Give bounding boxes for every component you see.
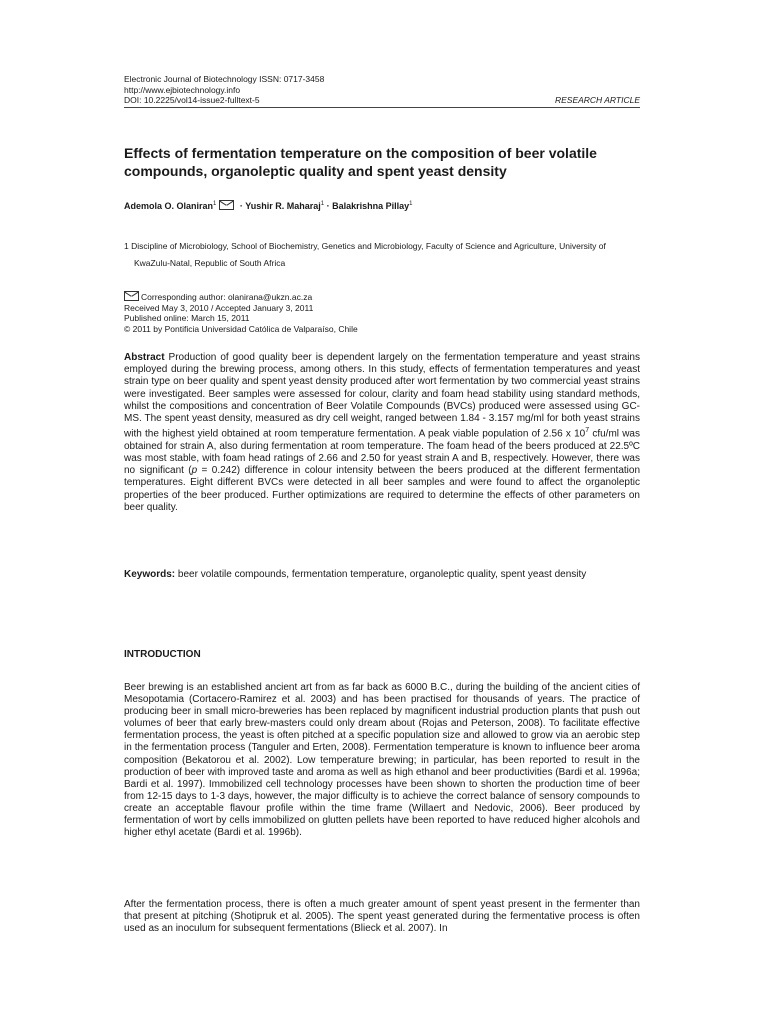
corresponding-author-text: Corresponding author: olanirana@ukzn.ac.za (141, 292, 313, 302)
abstract-exponent: 7 (585, 427, 590, 435)
intro-paragraph: After the fermentation process, there is often a much greater amount of spent yeast present in the fermenter than that present at pitching (Shotipruk et al. 2005). The spent yeast generated during the fermentative process is often used as an inoculum for subsequent fermentations (Blieck et al. 2007). In (124, 899, 640, 935)
abstract-label: Abstract (124, 352, 165, 363)
mail-icon[interactable] (219, 200, 234, 210)
abstract-text: = 0.242) difference in colour intensity between the beers produced at the different fermentation temperatures. Eight different BVCs were detected in all beer samples and were found to affect the organoleptic properties of the beer produced. Further optimizations are required to determine the effects of other parameters on beer quality. (124, 465, 641, 513)
author-name: Ademola O. Olaniran (124, 201, 214, 211)
author-affiliation-mark: 1 (213, 201, 217, 207)
affiliation (124, 238, 644, 272)
header-divider (124, 107, 640, 108)
keywords-label: Keywords: (124, 569, 176, 580)
article-type: RESEARCH ARTICLE (554, 95, 640, 105)
abstract-text: cfu/ml was obtained for strain A, also during fermentation at room temperature. The foam head of the beers produced at 22.5ºC was most stable, with foam head ratings of 2.66 and 2.50 for yeast strain A and B, respectively. However, there was no significant ( (124, 428, 640, 477)
published-date: Published online: March 15, 2011 (124, 313, 250, 323)
journal-header (124, 74, 640, 106)
article-title: Effects of fermentation temperature on the composition of beer volatile compounds, organoleptic quality and spent yeast density (124, 145, 597, 179)
keywords (124, 569, 640, 581)
section-heading: INTRODUCTION (124, 649, 201, 660)
abstract-text: Production of good quality beer is dependent largely on the fermentation temperature and yeast strains employed during the brewing process, among others. In this study, effects of fermentation temperatures and yeast strain type on beer quality and spent yeast density produced after wort fermentation by two commercial yeast strains were investigated. Beer samples were assessed for colour, clarity and foam head stability using standard methods, whilst the compositions and concentration of Beer Volatile Compounds (BVCs) produced were assessed using GC-MS. The spent yeast density, measured as dry cell weight, ranged between 1.84 - 3.157 mg/ml for both yeast strains with the highest yield obtained at room temperature fermentation. A peak viable population of 2.56 x 10 (124, 352, 640, 440)
journal-url[interactable]: http://www.ejbiotechnology.info (124, 84, 241, 95)
author-separator: · (237, 201, 246, 211)
author-affiliation-mark: 1 (320, 201, 325, 207)
article-doi: DOI: 10.2225/vol14-issue2-fulltext-5 (124, 95, 260, 105)
author-separator: · (324, 201, 333, 211)
author-name: Balakrishna Pillay (332, 201, 410, 211)
abstract-p-symbol: p (191, 465, 198, 477)
mail-icon (124, 291, 139, 301)
intro-paragraph: Beer brewing is an established ancient art from as far back as 6000 B.C., during the building of the ancient cities of Mesopotamia (Cortacero-Ramirez et al. 2003) and has been practised for thousands of years. The practice of producing beer in small micro-breweries has been replaced by magnificent industrial production plants that push out volumes of beer that early brew-masters could only dream about (Rojas and Peterson, 2008). To facilitate effective fermentation process, the yeast is often pitched at a specific population size and allowed to grow via an aerobic step in the fermentation process (Tanguler and Erten, 2008). Fermentation temperature is known to influence beer aroma composition (Bekatorou et al. 2002). Low temperature brewing; in particular, has been reported to result in the production of beer with improved taste and aroma as well as high ethanol and beer productivities (Bardi et al. 1996a; Bardi et al. 1997). Immobilized cell technology processes have been shown to shorten the production time of beer from 12-15 days to 1-3 days, however, the major difficulty is to achieve the correct balance of sensory compounds to create an acceptable flavour profile within the time frame (Willaert and Nedovic, 2006). Beer produced by fermentation of wort by cells immobilized on glutten pellets have been reported to have reduced higher alcohols and higher ethyl acetate (Bardi et al. 1996b). (124, 682, 640, 839)
copyright: © 2011 by Pontificia Universidad Católica de Valparaíso, Chile (124, 323, 358, 334)
affiliation-line: KwaZulu-Natal, Republic of South Africa (134, 258, 286, 268)
article-metadata (124, 291, 358, 334)
abstract (124, 352, 640, 514)
affiliation-line: 1 Discipline of Microbiology, School of Biochemistry, Genetics and Microbiology, Faculty of Science and Agriculture, University of (124, 241, 606, 251)
corresponding-author (124, 291, 358, 303)
keywords-text: beer volatile compounds, fermentation temperature, organoleptic quality, spent yeast density (175, 569, 587, 580)
author-line (124, 200, 412, 211)
author-name: Yushir R. Maharaj (245, 201, 321, 211)
journal-name: Electronic Journal of Biotechnology ISSN: 0717-3458 (124, 74, 325, 84)
received-date: Received May 3, 2010 / Accepted January 3, 2011 (124, 302, 314, 313)
author-affiliation-mark: 1 (409, 201, 413, 207)
